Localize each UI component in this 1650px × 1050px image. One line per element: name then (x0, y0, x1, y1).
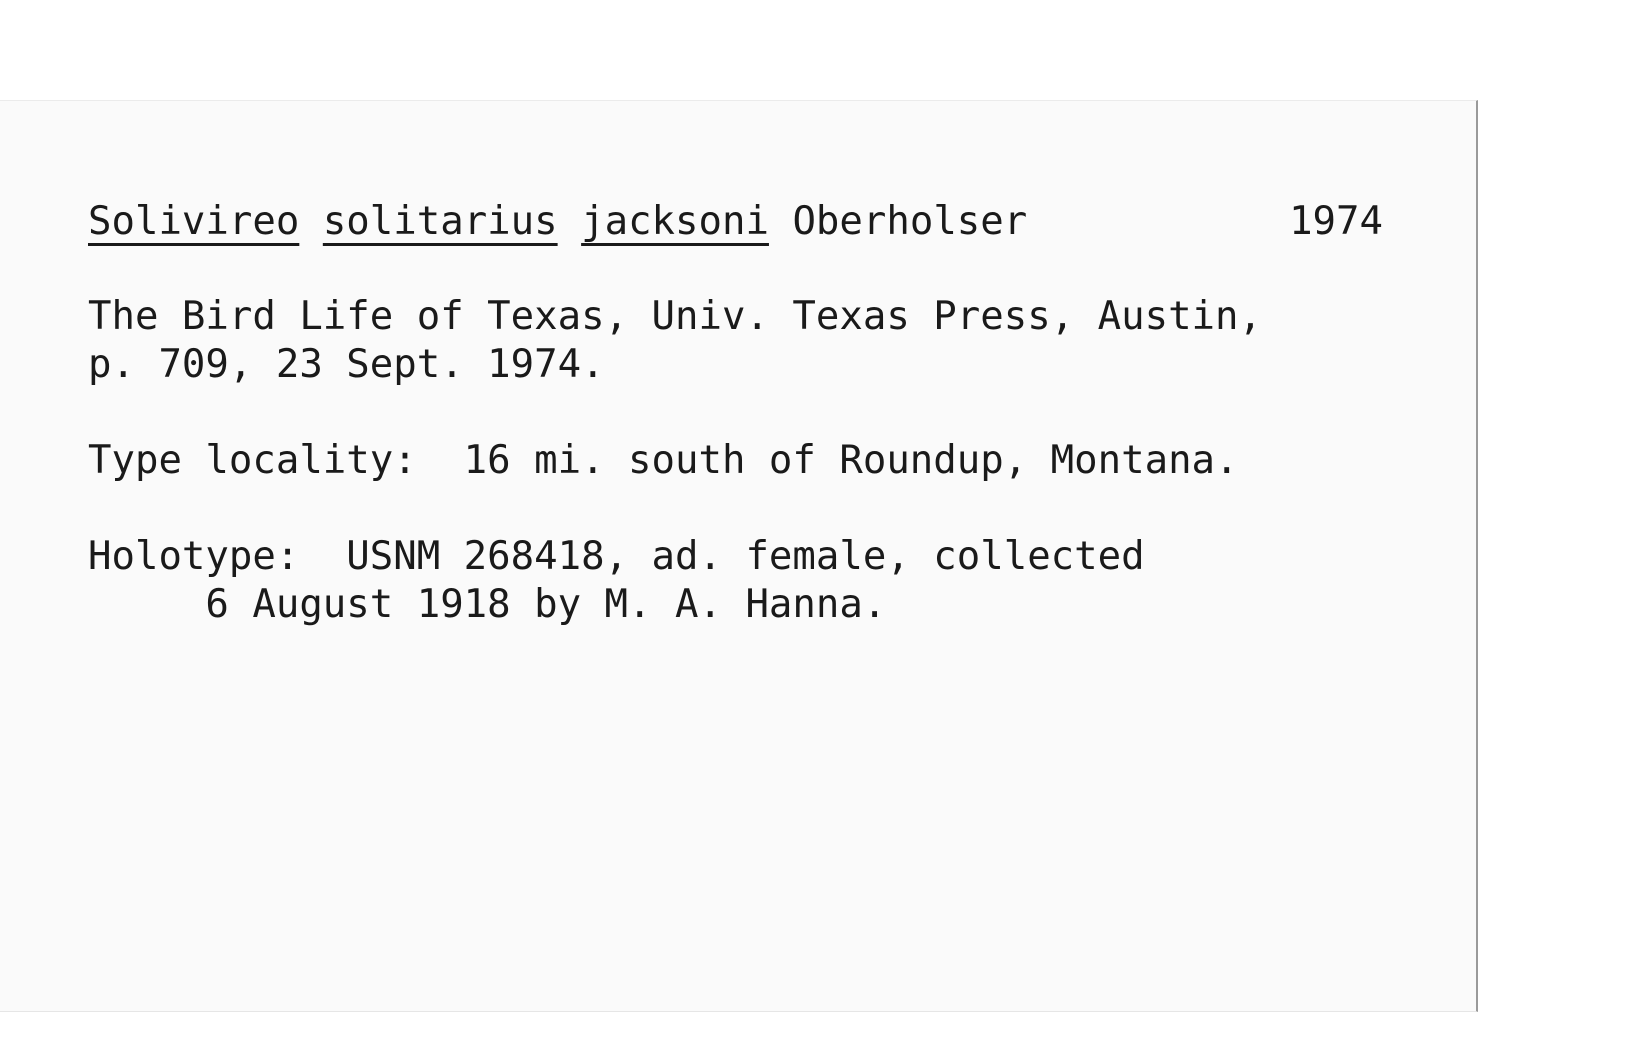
publication-year: 1974 (1289, 199, 1383, 244)
genus-name: Solivireo (88, 199, 300, 244)
type-locality-line: Type locality: 16 mi. south of Roundup, Montana. (88, 438, 1239, 483)
holotype-line-1: Holotype: USNM 268418, ad. female, collected (88, 534, 1145, 579)
index-card (0, 100, 1478, 1012)
subspecies-name: jacksoni (581, 199, 769, 244)
author-name: Oberholser (792, 199, 1028, 244)
citation-line-2: p. 709, 23 Sept. 1974. (88, 342, 605, 387)
citation-line-1: The Bird Life of Texas, Univ. Texas Press, Austin, (88, 294, 1262, 339)
species-name: solitarius (322, 199, 558, 244)
holotype-line-2: 6 August 1918 by M. A. Hanna. (88, 582, 887, 627)
taxon-name-line (88, 199, 1028, 244)
